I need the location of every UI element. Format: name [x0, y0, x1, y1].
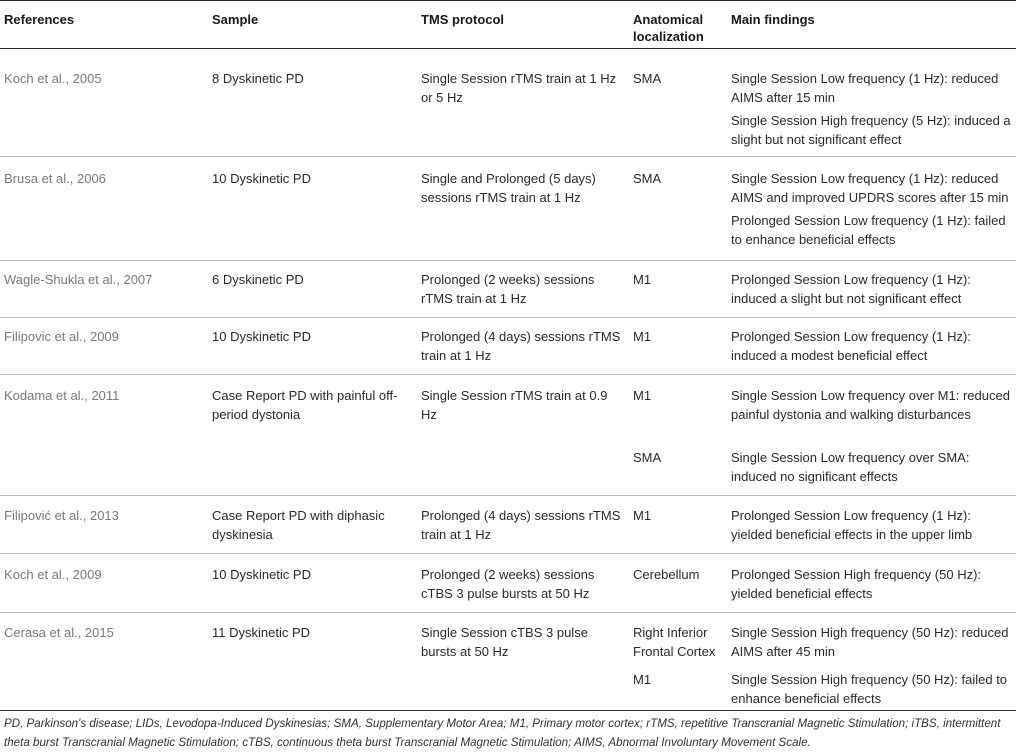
row-finding: Single Session High frequency (50 Hz): reduced AIMS after 45 min — [731, 625, 1009, 659]
row-protocol: Prolonged (4 days) sessions rTMS train at 1 Hz — [421, 329, 621, 363]
row-reference: Koch et al., 2005 — [4, 71, 102, 86]
row-protocol: Prolonged (2 weeks) sessions cTBS 3 pulse bursts at 50 Hz — [421, 567, 595, 601]
row-sample: 10 Dyskinetic PD — [212, 329, 311, 344]
row-finding: Prolonged Session Low frequency (1 Hz): induced a slight but not significant effect — [731, 272, 971, 306]
row-finding: Single Session Low frequency (1 Hz): reduced AIMS and improved UPDRS scores after 15 min — [731, 171, 1009, 205]
row-protocol: Single and Prolonged (5 days) sessions rTMS train at 1 Hz — [421, 171, 596, 205]
row-localization: SMA — [633, 71, 662, 86]
row-finding: Single Session High frequency (5 Hz): induced a slight but not significant effect — [731, 113, 1011, 147]
row-protocol: Single Session rTMS train at 0.9 Hz — [421, 388, 608, 422]
header-sample: Sample — [212, 12, 259, 27]
header-tms-protocol: TMS protocol — [421, 12, 505, 27]
row-sample: Case Report PD with painful off-period dystonia — [212, 388, 398, 422]
table-row — [0, 496, 1016, 554]
row-protocol: Prolonged (2 weeks) sessions rTMS train at 1 Hz — [421, 272, 595, 306]
row-finding: Single Session High frequency (50 Hz): failed to enhance beneficial effects — [731, 672, 1008, 706]
table-row — [0, 318, 1016, 375]
row-localization: M1 — [633, 672, 652, 687]
row-reference: Filipovic et al., 2009 — [4, 329, 119, 344]
row-reference: Kodama et al., 2011 — [4, 388, 120, 403]
row-localization: M1 — [633, 388, 652, 403]
row-reference: Brusa et al., 2006 — [4, 171, 106, 186]
row-sample: 10 Dyskinetic PD — [212, 171, 311, 186]
row-finding: Prolonged Session Low frequency (1 Hz): yielded beneficial effects in the upper limb — [731, 508, 973, 542]
header-references: References — [4, 12, 75, 27]
row-reference: Filipović et al., 2013 — [4, 508, 119, 523]
table-row — [0, 554, 1016, 613]
row-reference: Cerasa et al., 2015 — [4, 625, 114, 640]
row-localization: M1 — [633, 329, 652, 344]
row-sample: 10 Dyskinetic PD — [212, 567, 311, 582]
row-finding: Single Session Low frequency (1 Hz): reduced AIMS after 15 min — [731, 71, 999, 105]
header-anatomical-localization: Anatomical localization — [633, 12, 704, 44]
table-row — [0, 157, 1016, 261]
row-localization: M1 — [633, 508, 652, 523]
table-row — [0, 613, 1016, 711]
row-localization: M1 — [633, 272, 652, 287]
row-localization: Right Inferior Frontal Cortex — [633, 625, 716, 659]
row-finding: Prolonged Session High frequency (50 Hz): yielded beneficial effects — [731, 567, 982, 601]
row-sample: 6 Dyskinetic PD — [212, 272, 304, 287]
table-header — [0, 0, 1016, 49]
row-localization: SMA — [633, 450, 662, 465]
row-protocol: Single Session rTMS train at 1 Hz or 5 Hz — [421, 71, 617, 105]
row-reference: Koch et al., 2009 — [4, 567, 102, 582]
row-reference: Wagle-Shukla et al., 2007 — [4, 272, 153, 287]
row-protocol: Single Session cTBS 3 pulse bursts at 50 Hz — [421, 625, 588, 659]
row-localization: Cerebellum — [633, 567, 700, 582]
row-protocol: Prolonged (4 days) sessions rTMS train at 1 Hz — [421, 508, 621, 542]
table-row — [0, 261, 1016, 318]
row-sample: 11 Dyskinetic PD — [212, 625, 311, 640]
row-localization: SMA — [633, 171, 662, 186]
table-row — [0, 49, 1016, 157]
table-row — [0, 375, 1016, 496]
row-finding: Prolonged Session Low frequency (1 Hz): failed to enhance beneficial effects — [731, 213, 1006, 247]
row-sample: 8 Dyskinetic PD — [212, 71, 304, 86]
row-finding: Single Session Low frequency over M1: reduced painful dystonia and walking disturbances — [731, 388, 1010, 422]
row-finding: Prolonged Session Low frequency (1 Hz): induced a modest beneficial effect — [731, 329, 971, 363]
table-footnote: PD, Parkinson's disease; LIDs, Levodopa-Induced Dyskinesias; SMA, Supplementary Motor Area; M1, Primary motor cortex; rTMS, repetitive Transcranial Magnetic Stimulation; iTBS, intermittent theta burst Transcranial Magnetic Stimulation; cTBS, continuous theta burst Transcranial Magnetic Stimulation; AIMS, Abnormal Involuntary Movement Scale. — [4, 717, 1001, 749]
row-sample: Case Report PD with diphasic dyskinesia — [212, 508, 385, 542]
row-finding: Single Session Low frequency over SMA: induced no significant effects — [731, 450, 970, 484]
header-main-findings: Main findings — [731, 12, 815, 27]
